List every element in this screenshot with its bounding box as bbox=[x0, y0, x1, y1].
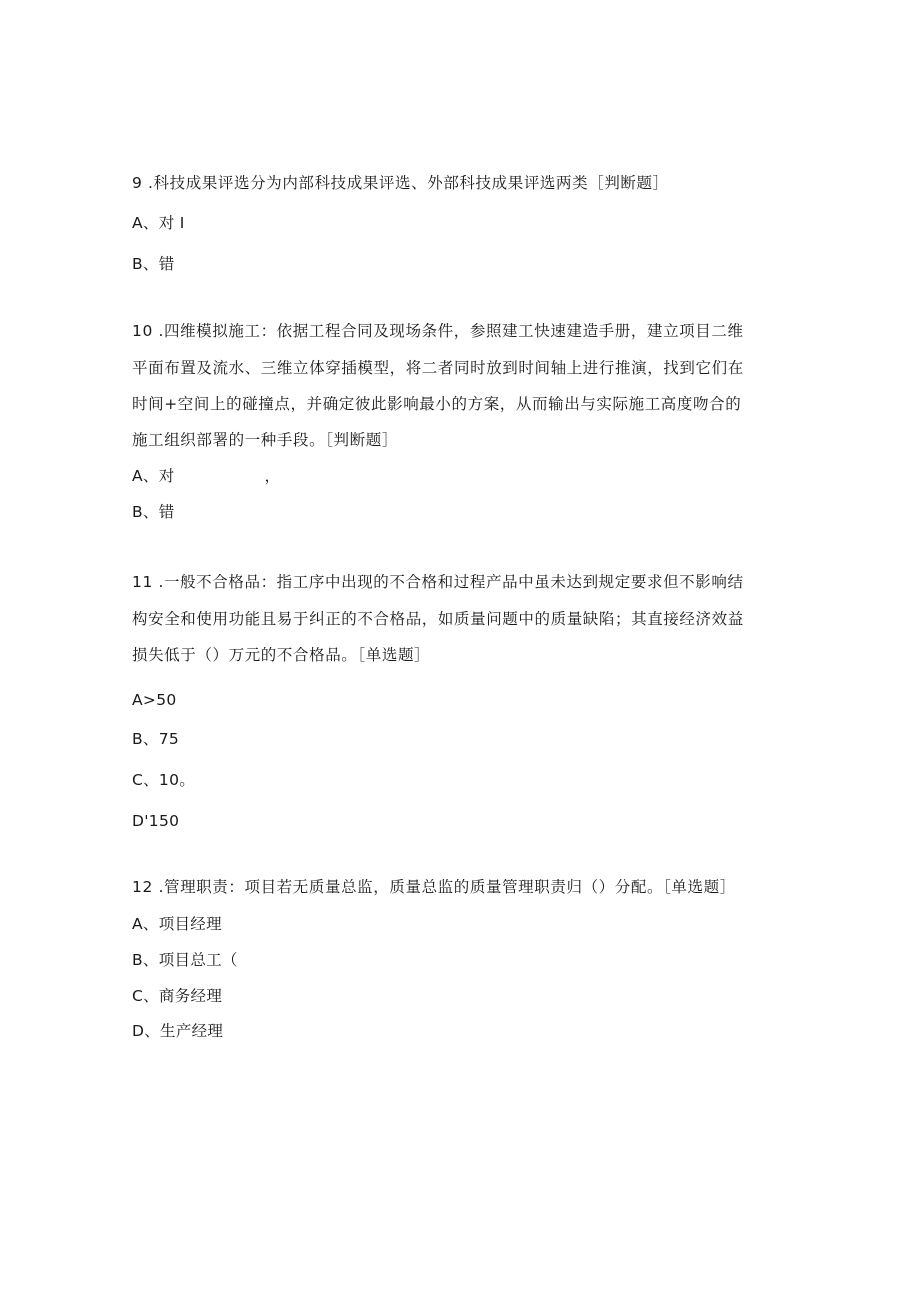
question-12-text: 12 .管理职责：项目若无质量总监，质量总监的质量管理职责归（）分配。［单选题］ bbox=[132, 878, 736, 896]
stray-mark: ， bbox=[264, 467, 281, 485]
question-12-option-c: C、商务经理 bbox=[132, 987, 223, 1005]
question-10-text-line-4: 施工组织部署的一种手段。［判断题］ bbox=[132, 431, 398, 449]
question-10-option-b: B、错 bbox=[132, 503, 175, 521]
question-11-text-line-3: 损失低于（）万元的不合格品。［单选题］ bbox=[132, 646, 431, 664]
question-12-option-a: A、项目经理 bbox=[132, 915, 222, 933]
question-10-text-line-1: 10 .四维模拟施工：依据工程合同及现场条件，参照建工快速建造手册，建立项目二维 bbox=[132, 322, 744, 340]
question-10-text-line-3: 时间+空间上的碰撞点，并确定彼此影响最小的方案，从而输出与实际施工高度吻合的 bbox=[132, 395, 742, 413]
question-12-option-b: B、项目总工（ bbox=[132, 951, 238, 969]
question-11-option-a: A>50 bbox=[132, 691, 177, 709]
question-11-text-line-2: 构安全和使用功能且易于纠正的不合格品，如质量问题中的质量缺陷；其直接经济效益 bbox=[132, 610, 744, 628]
question-9-option-b: B、错 bbox=[132, 255, 175, 273]
question-11-option-b: B、75 bbox=[132, 730, 180, 748]
question-12-option-d: D、生产经理 bbox=[132, 1022, 224, 1040]
question-9-text: 9 .科技成果评选分为内部科技成果评选、外部科技成果评选两类［判断题］ bbox=[132, 174, 669, 192]
question-11-option-c: C、10。 bbox=[132, 771, 196, 789]
question-10-text-line-2: 平面布置及流水、三维立体穿插模型，将二者同时放到时间轴上进行推演，找到它们在 bbox=[132, 359, 744, 377]
question-10-option-a-label: A、对 bbox=[132, 467, 175, 485]
question-10-option-a bbox=[132, 466, 280, 486]
question-11-option-d: D'150 bbox=[132, 812, 180, 830]
question-9-option-a: A、对 I bbox=[132, 214, 185, 232]
question-11-text-line-1: 11 .一般不合格品：指工序中出现的不合格和过程产品中虽未达到规定要求但不影响结 bbox=[132, 573, 744, 591]
